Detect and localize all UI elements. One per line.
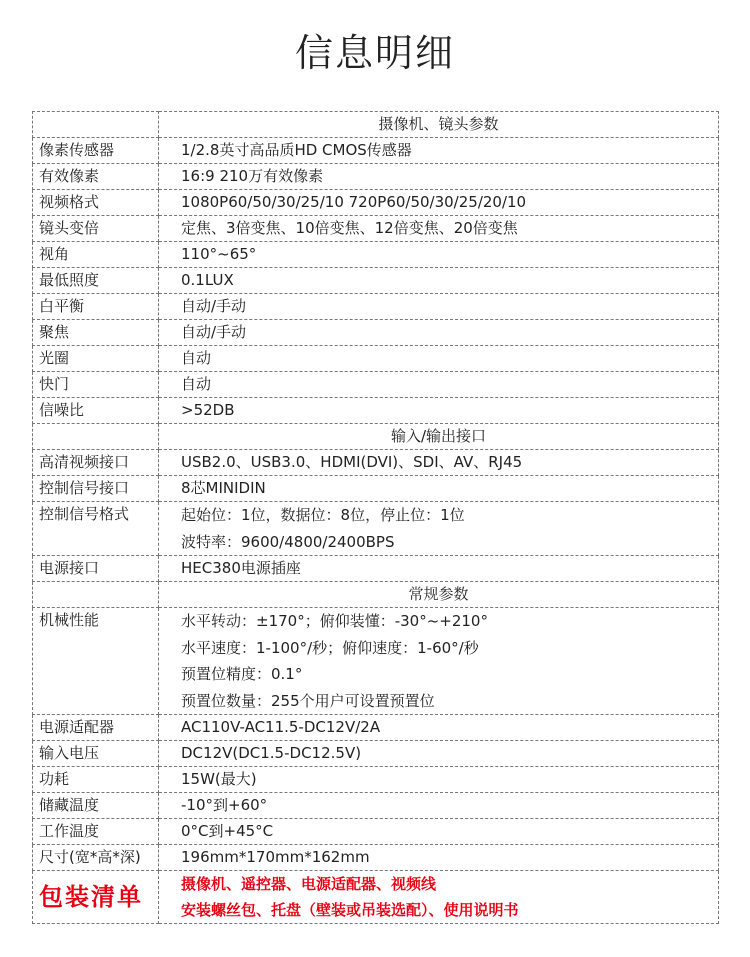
table-row xyxy=(33,268,719,294)
row-value: 15W(最大) xyxy=(159,767,719,793)
table-row xyxy=(33,398,719,424)
table-row xyxy=(33,476,719,502)
value-line: 预置位数量：255个用户可设置预置位 xyxy=(181,691,435,710)
table-row xyxy=(33,819,719,845)
table-row xyxy=(33,845,719,871)
row-label: 有效像素 xyxy=(33,164,159,190)
table-row xyxy=(33,138,719,164)
row-value: 定焦、3倍变焦、10倍变焦、12倍变焦、20倍变焦 xyxy=(159,216,719,242)
row-label: 控制信号格式 xyxy=(33,502,159,556)
table-row xyxy=(33,294,719,320)
row-value: 0.1LUX xyxy=(159,268,719,294)
row-label: 镜头变倍 xyxy=(33,216,159,242)
row-label: 电源适配器 xyxy=(33,715,159,741)
table-row xyxy=(33,502,719,556)
row-label: 视角 xyxy=(33,242,159,268)
row-value: 16:9 210万有效像素 xyxy=(159,164,719,190)
value-line: 预置位精度：0.1° xyxy=(181,665,303,683)
row-label: 功耗 xyxy=(33,767,159,793)
row-value: -10°到+60° xyxy=(159,793,719,819)
table-row xyxy=(33,320,719,346)
table-row xyxy=(33,216,719,242)
table-row xyxy=(33,715,719,741)
table-row xyxy=(33,190,719,216)
row-value: HEC380电源插座 xyxy=(159,556,719,582)
row-label: 控制信号接口 xyxy=(33,476,159,502)
section-row xyxy=(33,582,719,608)
page-title: 信息明细 xyxy=(294,31,455,75)
section-header-io: 输入/输出接口 xyxy=(159,424,719,450)
row-value: 0°C到+45°C xyxy=(159,819,719,845)
section-header-camera: 摄像机、镜头参数 xyxy=(159,112,719,138)
table-row xyxy=(33,164,719,190)
row-label: 机械性能 xyxy=(33,608,159,715)
packing-line: 摄像机、遥控器、电源适配器、视频线 xyxy=(181,875,437,893)
table-row xyxy=(33,608,719,715)
value-line: 波特率：9600/4800/2400BPS xyxy=(181,532,395,551)
section-header-general: 常规参数 xyxy=(159,582,719,608)
row-value: 1/2.8英寸高品质HD CMOS传感器 xyxy=(159,138,719,164)
packing-row xyxy=(33,871,719,924)
row-label: 快门 xyxy=(33,372,159,398)
packing-list-label: 包装清单 xyxy=(33,871,159,924)
packing-list-value xyxy=(159,871,719,924)
section-row xyxy=(33,424,719,450)
row-value: 196mm*170mm*162mm xyxy=(159,845,719,871)
row-value: >52DB xyxy=(159,398,719,424)
row-value: 自动/手动 xyxy=(159,320,719,346)
row-label: 视频格式 xyxy=(33,190,159,216)
value-line: 水平速度：1-100°/秒；俯仰速度：1-60°/秒 xyxy=(181,638,479,657)
row-label: 尺寸(宽*高*深) xyxy=(33,845,159,871)
row-value: 1080P60/50/30/25/10 720P60/50/30/25/20/10 xyxy=(159,190,719,216)
value-line: 水平转动：±170°；俯仰装懂：-30°~+210° xyxy=(181,612,488,630)
row-label: 输入电压 xyxy=(33,741,159,767)
row-label: 白平衡 xyxy=(33,294,159,320)
row-value: 8芯MINIDIN xyxy=(159,476,719,502)
row-value: USB2.0、USB3.0、HDMI(DVI)、SDI、AV、RJ45 xyxy=(159,450,719,476)
row-label: 最低照度 xyxy=(33,268,159,294)
row-label: 高清视频接口 xyxy=(33,450,159,476)
table-row xyxy=(33,450,719,476)
table-row xyxy=(33,242,719,268)
row-label: 光圈 xyxy=(33,346,159,372)
packing-line: 安装螺丝包、托盘（壁装或吊装选配）、使用说明书 xyxy=(181,901,519,919)
row-label: 聚焦 xyxy=(33,320,159,346)
row-label: 像素传感器 xyxy=(33,138,159,164)
row-value: 自动/手动 xyxy=(159,294,719,320)
value-line: 起始位：1位，数据位：8位，停止位：1位 xyxy=(181,506,465,524)
row-label: 信噪比 xyxy=(33,398,159,424)
table-row xyxy=(33,793,719,819)
table-row xyxy=(33,767,719,793)
section-row xyxy=(33,112,719,138)
row-value: AC110V-AC11.5-DC12V/2A xyxy=(159,715,719,741)
row-value-multiline xyxy=(159,608,719,715)
row-label: 储藏温度 xyxy=(33,793,159,819)
table-row xyxy=(33,346,719,372)
row-value: 110°~65° xyxy=(159,242,719,268)
empty-cell xyxy=(33,582,159,608)
row-value: 自动 xyxy=(159,346,719,372)
row-label: 工作温度 xyxy=(33,819,159,845)
spec-table xyxy=(32,111,719,924)
empty-cell xyxy=(33,112,159,138)
row-label: 电源接口 xyxy=(33,556,159,582)
empty-cell xyxy=(33,424,159,450)
row-value: DC12V(DC1.5-DC12.5V) xyxy=(159,741,719,767)
row-value: 自动 xyxy=(159,372,719,398)
row-value-multiline xyxy=(159,502,719,556)
table-row xyxy=(33,741,719,767)
table-row xyxy=(33,372,719,398)
table-row xyxy=(33,556,719,582)
